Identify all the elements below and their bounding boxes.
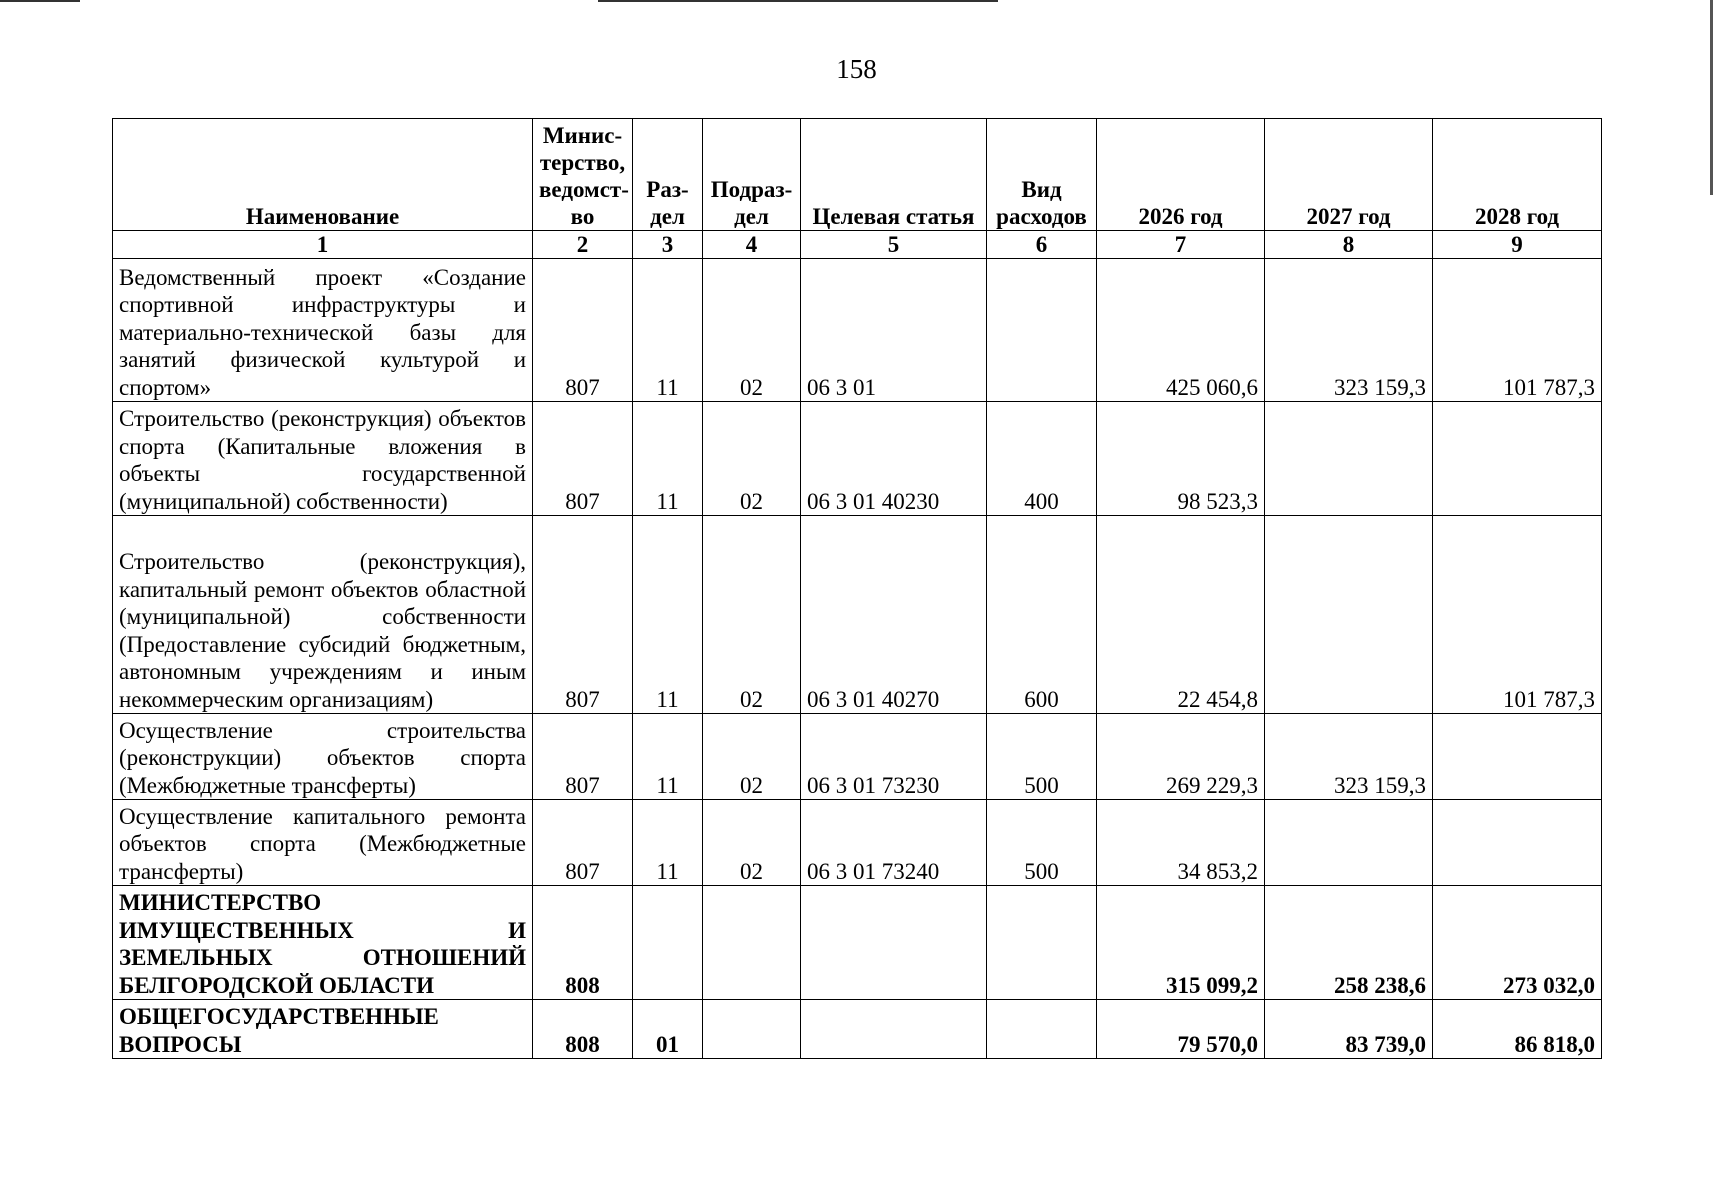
header-2027: 2027 год [1265, 119, 1433, 231]
row-expense-type: 400 [987, 402, 1097, 516]
row-2028 [1433, 402, 1602, 516]
row-2026: 34 853,2 [1097, 800, 1265, 886]
row-ministry: 807 [533, 259, 633, 402]
row-expense-type [987, 259, 1097, 402]
row-name: МИНИСТЕРСТВО ИМУЩЕСТВЕННЫХ И ЗЕМЕЛЬНЫХ ОТНОШЕНИЙ БЕЛГОРОДСКОЙ ОБЛАСТИ [113, 886, 533, 1000]
row-2026: 22 454,8 [1097, 516, 1265, 714]
row-2027: 258 238,6 [1265, 886, 1433, 1000]
table-row [113, 1000, 1602, 1059]
header-name: Наименование [113, 119, 533, 231]
row-2028: 273 032,0 [1433, 886, 1602, 1000]
row-subsection [703, 886, 801, 1000]
column-number: 6 [987, 231, 1097, 259]
row-section: 11 [633, 402, 703, 516]
table-row [113, 516, 1602, 714]
row-2027: 323 159,3 [1265, 714, 1433, 800]
column-number: 9 [1433, 231, 1602, 259]
row-ministry: 808 [533, 886, 633, 1000]
row-target: 06 3 01 73230 [801, 714, 987, 800]
row-2026: 269 229,3 [1097, 714, 1265, 800]
row-2028 [1433, 800, 1602, 886]
table-row [113, 800, 1602, 886]
column-number: 4 [703, 231, 801, 259]
row-section: 11 [633, 714, 703, 800]
row-2026: 315 099,2 [1097, 886, 1265, 1000]
table-row [113, 714, 1602, 800]
column-number: 1 [113, 231, 533, 259]
row-ministry: 807 [533, 714, 633, 800]
row-expense-type: 500 [987, 714, 1097, 800]
row-expense-type [987, 1000, 1097, 1059]
row-subsection: 02 [703, 714, 801, 800]
table-row [113, 259, 1602, 402]
row-subsection: 02 [703, 402, 801, 516]
row-subsection: 02 [703, 516, 801, 714]
row-target: 06 3 01 40270 [801, 516, 987, 714]
row-expense-type [987, 886, 1097, 1000]
page-number: 158 [836, 54, 877, 84]
header-section: Раз-дел [633, 119, 703, 231]
scan-edge-line [598, 0, 998, 2]
header-subsection: Подраз-дел [703, 119, 801, 231]
column-number: 2 [533, 231, 633, 259]
header-target: Целевая статья [801, 119, 987, 231]
row-name: Строительство (реконструкция) объектов спорта (Капитальные вложения в объекты государственной (муниципальной) собственности) [113, 402, 533, 516]
row-target [801, 1000, 987, 1059]
row-subsection: 02 [703, 800, 801, 886]
header-2028: 2028 год [1433, 119, 1602, 231]
row-name: ОБЩЕГОСУДАРСТВЕННЫЕ ВОПРОСЫ [113, 1000, 533, 1059]
header-ministry: Минис-терство, ведомст-во [533, 119, 633, 231]
row-section: 01 [633, 1000, 703, 1059]
row-target: 06 3 01 40230 [801, 402, 987, 516]
header-expense-type: Вид расходов [987, 119, 1097, 231]
row-name: Осуществление капитального ремонта объектов спорта (Межбюджетные трансферты) [113, 800, 533, 886]
table-row [113, 402, 1602, 516]
table-row [113, 886, 1602, 1000]
row-target [801, 886, 987, 1000]
row-ministry: 807 [533, 402, 633, 516]
row-section [633, 886, 703, 1000]
column-number: 7 [1097, 231, 1265, 259]
row-ministry: 807 [533, 800, 633, 886]
row-2028: 86 818,0 [1433, 1000, 1602, 1059]
column-number: 3 [633, 231, 703, 259]
row-section: 11 [633, 259, 703, 402]
row-2027 [1265, 800, 1433, 886]
row-2027: 83 739,0 [1265, 1000, 1433, 1059]
column-number: 8 [1265, 231, 1433, 259]
budget-table [112, 118, 1602, 1059]
row-name: Ведомственный проект «Создание спортивной инфраструктуры и материально-технической базы для занятий физической культурой и спортом» [113, 259, 533, 402]
row-ministry: 807 [533, 516, 633, 714]
row-ministry: 808 [533, 1000, 633, 1059]
column-numbers-row [113, 231, 1602, 259]
row-target: 06 3 01 73240 [801, 800, 987, 886]
row-subsection: 02 [703, 259, 801, 402]
row-expense-type: 600 [987, 516, 1097, 714]
column-number: 5 [801, 231, 987, 259]
row-2027 [1265, 402, 1433, 516]
row-name: Осуществление строительства (реконструкции) объектов спорта (Межбюджетные трансферты) [113, 714, 533, 800]
row-name: Строительство (реконструкция), капитальный ремонт объектов областной (муниципальной) собственности (Предоставление субсидий бюджетным, автономным учреждениям и иным некоммерческим организациям) [113, 516, 533, 714]
row-target: 06 3 01 [801, 259, 987, 402]
row-2028 [1433, 714, 1602, 800]
row-2027 [1265, 516, 1433, 714]
row-2026: 425 060,6 [1097, 259, 1265, 402]
row-expense-type: 500 [987, 800, 1097, 886]
row-2028: 101 787,3 [1433, 516, 1602, 714]
scan-edge-line [0, 0, 80, 2]
row-2026: 79 570,0 [1097, 1000, 1265, 1059]
header-2026: 2026 год [1097, 119, 1265, 231]
row-section: 11 [633, 516, 703, 714]
row-2028: 101 787,3 [1433, 259, 1602, 402]
row-2026: 98 523,3 [1097, 402, 1265, 516]
row-2027: 323 159,3 [1265, 259, 1433, 402]
table-header-row [113, 119, 1602, 231]
row-subsection [703, 1000, 801, 1059]
row-section: 11 [633, 800, 703, 886]
